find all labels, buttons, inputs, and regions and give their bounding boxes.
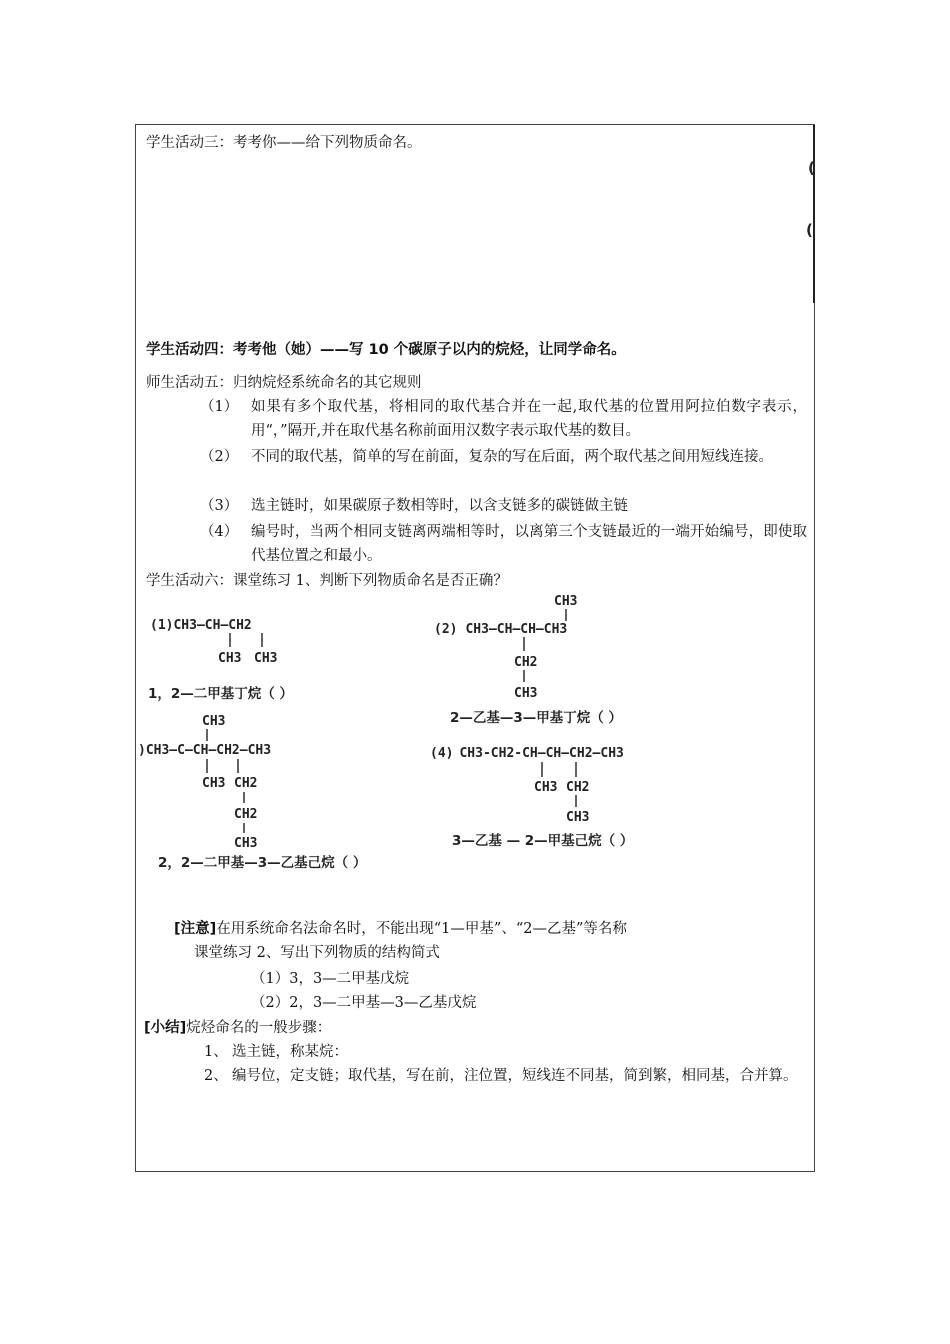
branch-ch2: CH2 bbox=[514, 655, 538, 670]
branch-ch3: CH3 bbox=[554, 594, 578, 609]
structure-2 bbox=[434, 594, 622, 726]
structures-diagram bbox=[136, 587, 816, 887]
edge-mark: ( bbox=[808, 159, 815, 177]
branch-ch2: CH2 bbox=[566, 780, 590, 795]
activity3-heading: 学生活动三：考考你——给下列物质命名。 bbox=[146, 135, 422, 151]
exercise1-intro: 课堂练习 1、判断下列物质命名是否正确？ bbox=[233, 573, 508, 589]
structure-4 bbox=[430, 746, 633, 849]
structure-2-formula: (2) CH3—CH—CH—CH3 bbox=[434, 622, 568, 637]
structure-2-name: 2—乙基—3—甲基丁烷（ ） bbox=[450, 710, 622, 726]
note-tag: [注意] bbox=[174, 921, 217, 937]
branch-ch3: CH3 bbox=[566, 810, 590, 825]
activity6-heading: 学生活动六： bbox=[146, 573, 233, 589]
summary-text: 烷烃命名的一般步骤： bbox=[186, 1020, 332, 1036]
exercise2-item: （1）3，3—二甲基戊烷 bbox=[251, 971, 410, 987]
activity5-heading: 师生活动五：归纳烷烃系统命名的其它规则 bbox=[146, 375, 422, 391]
structure-3-formula: )CH3—C—CH—CH2—CH3 bbox=[138, 743, 272, 758]
activity4-heading: 学生活动四：考考他（她）——写 10 个碳原子以内的烷烃，让同学命名。 bbox=[146, 342, 626, 358]
summary-line bbox=[144, 1016, 331, 1040]
structure-1-name: 1，2—二甲基丁烷（ ） bbox=[148, 686, 293, 702]
branch-ch3: CH3 bbox=[218, 651, 242, 666]
branch-ch3: CH3 bbox=[202, 776, 226, 791]
lesson-table-cell: 学生活动三：考考你——给下列物质命名。 ( ( 学生活动四：考考他（她）——写 10 个碳原子以内的烷烃，让同学命名。 师生活动五：归纳烷烃系统命名的其它规则 （1） 如果有多个取代基，将相同的取代基合并在一起,取代基的位置用阿拉伯数字表示，用“，”隔开,并在取代基名称前面用汉数字表示取代基的数目。 （2） 不同的取代基，简单的写在前面，复杂的写在后面，两个取代基之间用短线连接。 （3） 选主链时，如果碳原子数相等时，以含支链多的碳链做主链 （4） 编号时，当两个相同支链离两端相等时，以离第三个支链最近的一端开始编号，即使取代基位置之和最小。 学生活动六：课堂练习 1、判断下列物质命名是否正确？ (1)CH3—CH—CH2 CH3 CH3 1，2—二甲基丁烷（ ） CH3 (2) CH3—CH—CH—CH3 CH2 CH3 2—乙基—3—甲基丁烷（ ） CH3 )CH3—C—CH—CH2—CH3 CH3 CH2 CH2 CH3 2，2—二甲基—3—乙基己烷（ ） (4) CH3-CH2-CH—CH—CH2—CH3 CH3 CH2 CH3 3—乙基 — 2—甲基己烷（ ） [注意]在用系统命名法命名时，不能出现“1—甲基”、“2—乙基”等名称 课堂练习 2、写出下列物质的结构简式 （1）3，3—二甲基戊烷 （2）2，3—二甲基—3—乙基戊烷 [小结]烷烃命名的一般步骤： 1、 选主链，称某烷： 2、 编号位，定支链；取代基，写在前，注位置，短线连不同基，简到繁，相同基，合并算。 bbox=[135, 124, 815, 1172]
structure-4-name: 3—乙基 — 2—甲基己烷（ ） bbox=[452, 833, 634, 849]
note-text: 在用系统命名法命名时，不能出现“1—甲基”、“2—乙基”等名称 bbox=[216, 921, 627, 937]
branch-ch2: CH2 bbox=[234, 807, 258, 822]
structure-4-formula: (4) CH3-CH2-CH—CH—CH2—CH3 bbox=[430, 746, 624, 761]
summary-tag: [小结] bbox=[144, 1020, 187, 1036]
structure-1-formula: (1)CH3—CH—CH2 bbox=[150, 618, 252, 633]
structure-3-name: 2，2—二甲基—3—乙基己烷（ ） bbox=[158, 855, 367, 871]
exercise2-item: （2）2，3—二甲基—3—乙基戊烷 bbox=[251, 995, 477, 1011]
structure-1 bbox=[148, 618, 293, 702]
branch-ch3: CH3 bbox=[254, 651, 278, 666]
branch-ch3: CH3 bbox=[202, 714, 226, 729]
note-line bbox=[174, 917, 627, 941]
structure-3 bbox=[138, 714, 366, 871]
exercise2-title: 课堂练习 2、写出下列物质的结构简式 bbox=[194, 945, 440, 961]
edge-mark: ( bbox=[806, 221, 813, 239]
branch-ch3: CH3 bbox=[534, 780, 558, 795]
table-divider-line bbox=[813, 125, 815, 303]
branch-ch3: CH3 bbox=[514, 686, 538, 701]
branch-ch3: CH3 bbox=[234, 836, 258, 851]
branch-ch2: CH2 bbox=[234, 776, 258, 791]
